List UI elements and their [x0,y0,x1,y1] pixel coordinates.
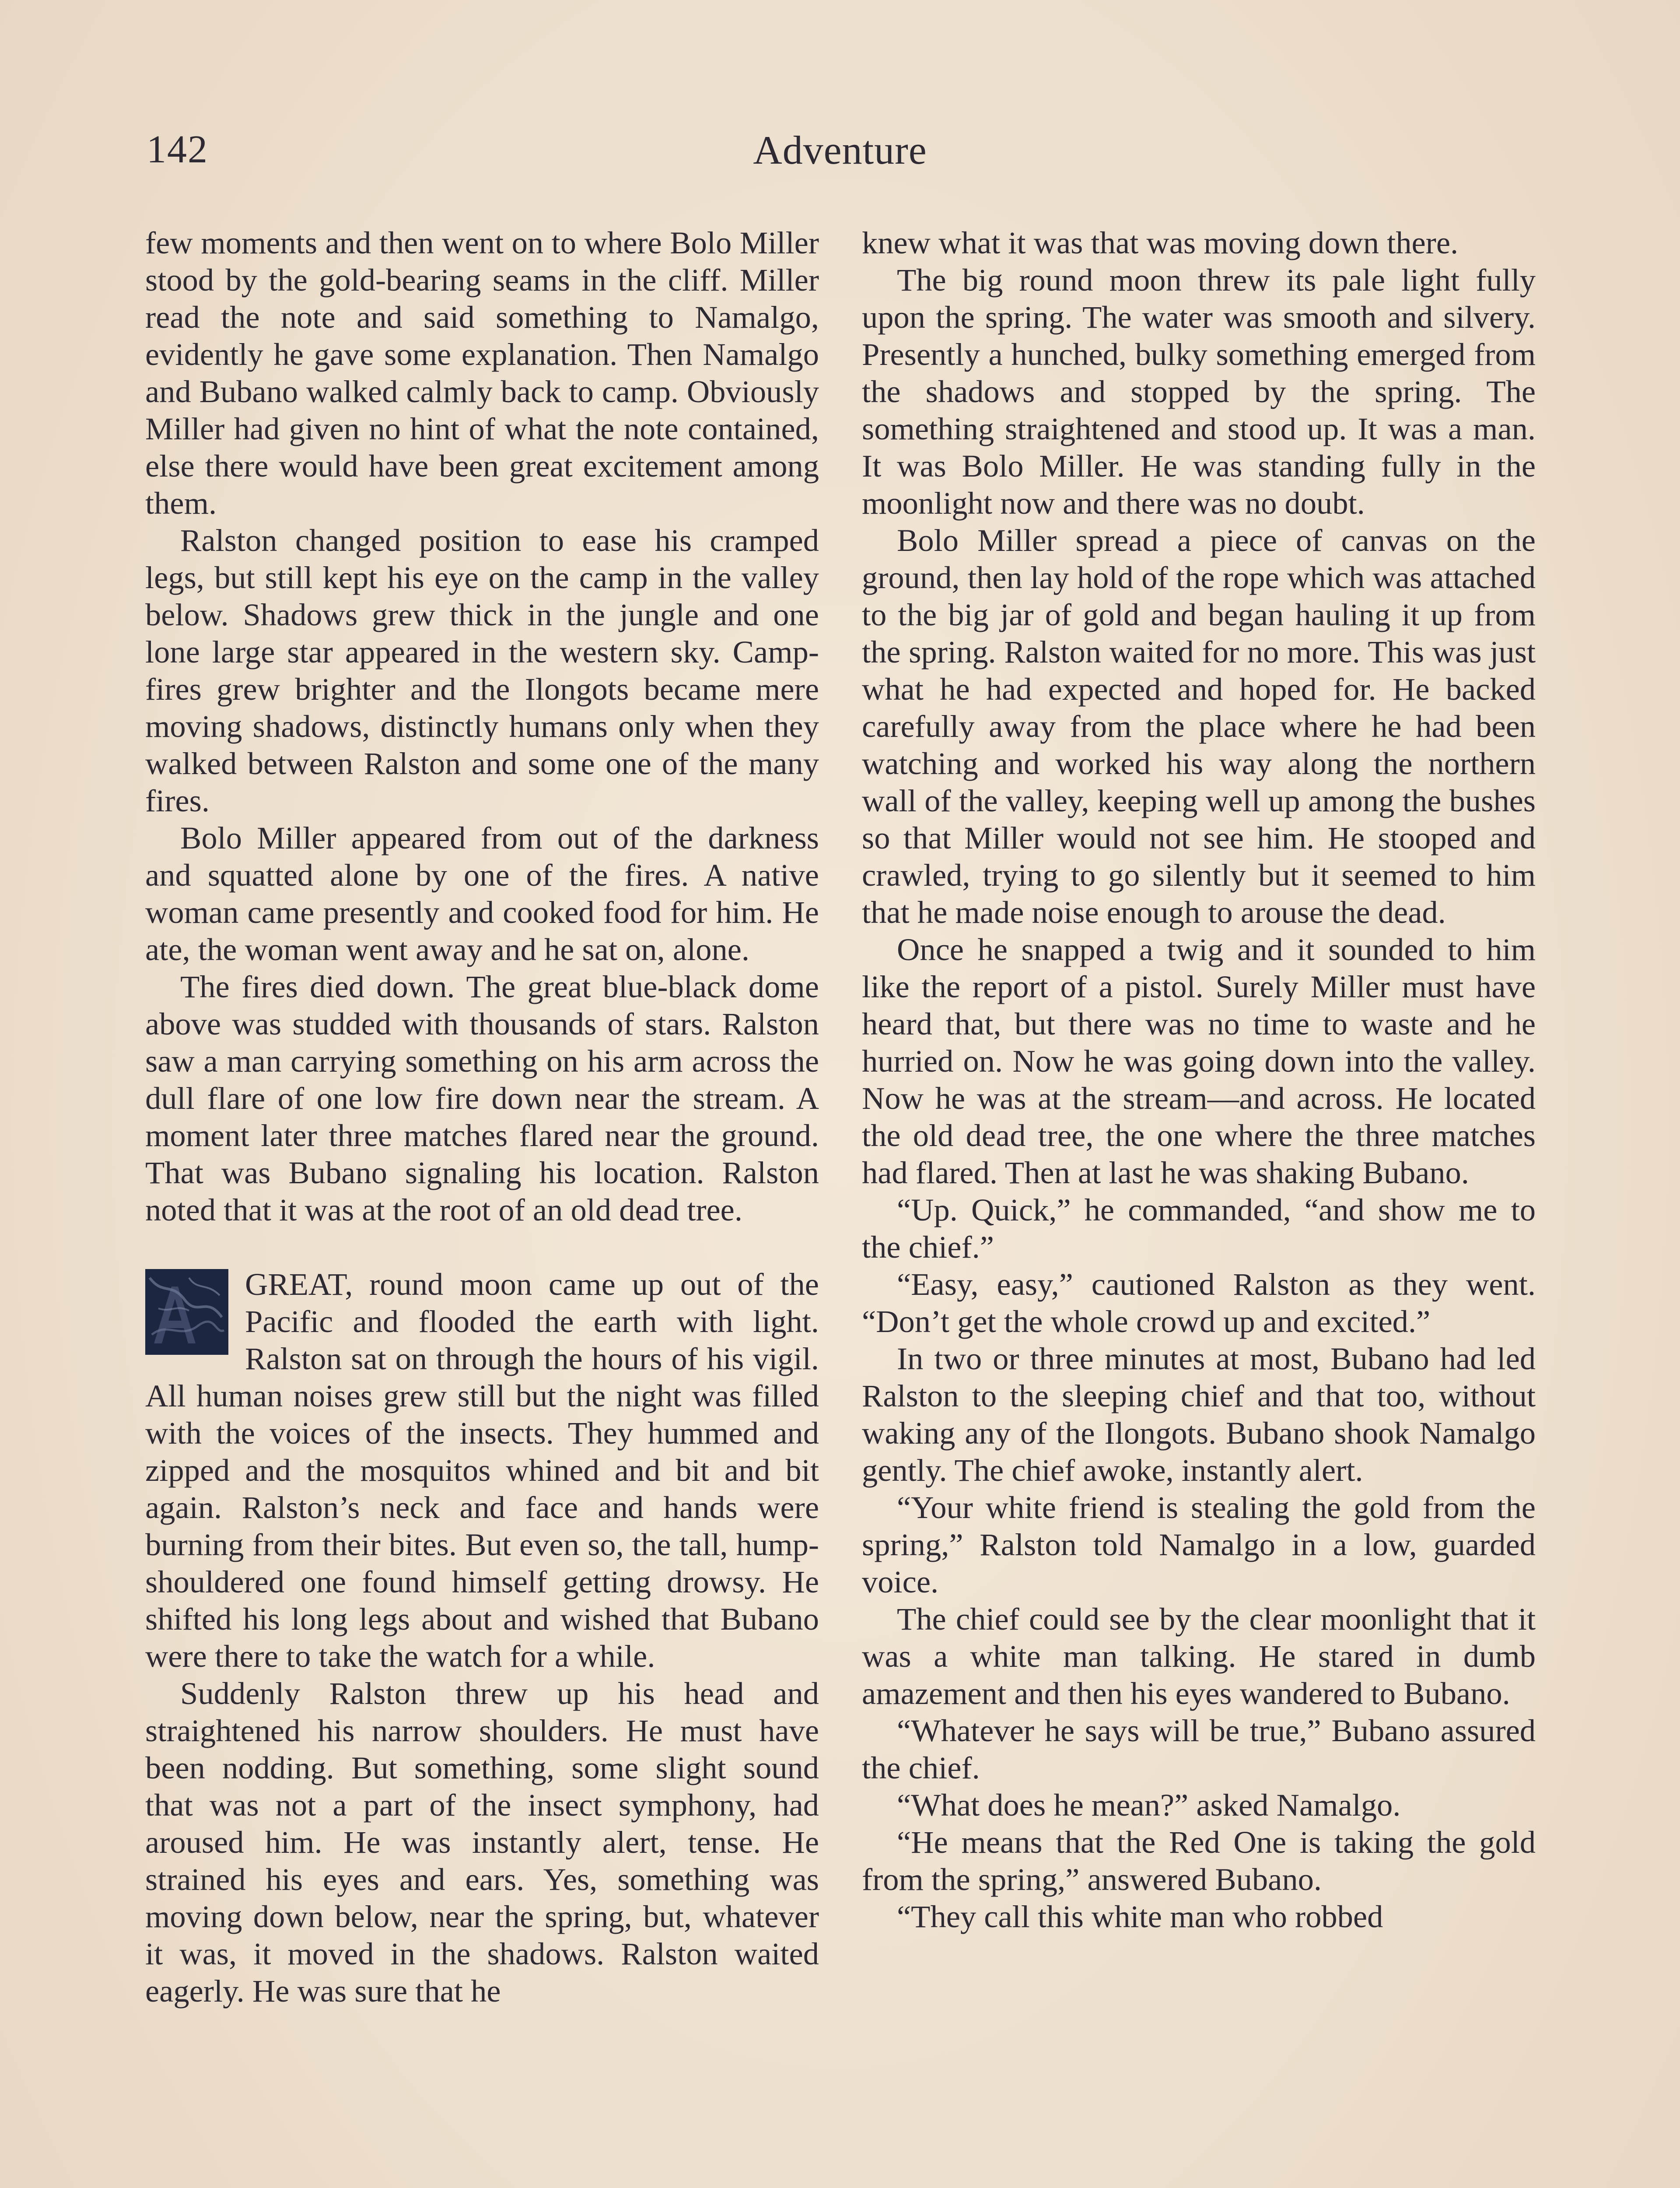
section-opening-paragraph [145,1266,819,1675]
paragraph: The chief could see by the clear moonlight that it was a white man talking. He stared in dumb amazement and then his eyes wandered to Bubano. [862,1601,1536,1711]
paragraph: Ralston changed position to ease his cramped legs, but still kept his eye on the camp in the valley below. Shadows grew thick in the jungle and one lone large star appeared in the western sky. Camp-fires grew brighter and the Ilongots became mere moving shadows, distinctly humans only when they walked between Ralston and some one of the many fires. [145,522,819,818]
paragraph: Once he snapped a twig and it sounded to him like the report of a pistol. Surely Miller must have heard that, but there was no time to waste and he hurried on. Now he was going down into the valley. Now he was at the stream—and across. He located the old dead tree, the one where the three matches had flared. Then at last he was shaking Bubano. [862,932,1536,1190]
paragraph: “Whatever he says will be true,” Bubano assured the chief. [862,1713,1536,1785]
section-break [145,1228,819,1266]
paragraph: few moments and then went on to where Bolo Miller stood by the gold-bearing seams in the cliff. Miller read the note and said something to Namalgo, evidently he gave some explanation. Then Namalgo and Bubano walked calmly back to camp. Obviously Miller had given no hint of what the note contained, else there would have been great excitement among them. [145,225,819,521]
paragraph: Suddenly Ralston threw up his head and straightened his narrow shoulders. He must have been nodding. But something, some slight sound that was not a part of the insect symphony, had aroused him. He was instantly alert, tense. He strained his eyes and ears. Yes, something was moving down below, near the spring, but, whatever it was, it moved in the shadows. Ralston waited eagerly. He was sure that he [145,1676,819,2009]
paragraph: The fires died down. The great blue-black dome above was studded with thousands of stars. Ralston saw a man carrying something on his arm across the dull flare of one low fire down near the stream. A moment later three matches flared near the ground. That was Bubano signaling his location. Ralston noted that it was at the root of an old dead tree. [145,969,819,1227]
page-header [147,127,1533,188]
paragraph: Bolo Miller spread a piece of canvas on the ground, then lay hold of the rope which was attached to the big jar of gold and began hauling it up from the spring. Ralston waited for no more. This was just what he had expected and hoped for. He backed carefully away from the place where he had been watching and worked his way along the northern wall of the valley, keeping well up among the bushes so that Miller would not see him. He stooped and crawled, trying to go silently but it seemed to him that he made noise enough to arouse the dead. [862,522,1536,930]
paragraph: “Your white friend is stealing the gold from the spring,” Ralston told Namalgo in a low, guarded voice. [862,1490,1536,1599]
paragraph: “What does he mean?” asked Namalgo. [897,1787,1401,1823]
page-number: 142 [147,128,208,171]
paragraph: “He means that the Red One is taking the gold from the spring,” answered Bubano. [862,1824,1536,1897]
right-column [862,224,1536,1935]
paragraph: In two or three minutes at most, Bubano had led Ralston to the sleeping chief and that too, without waking any of the Ilongots. Bubano shook Namalgo gently. The chief awoke, instantly alert. [862,1341,1536,1488]
running-title: Adventure [753,128,927,172]
paragraph: “Easy, easy,” cautioned Ralston as they went. “Don’t get the whole crowd up and excited.” [862,1266,1536,1339]
section-opening-text: GREAT, round moon came up out of the Pacific and flooded the earth with light. Ralston sat on through the hours of his vigil. All human noises grew still but the night was filled with the voices of the insects. They hummed and zipped and the mosquitos whined and bit and bit again. Ralston’s neck and face and hands were burning from their bites. But even so, the tall, hump-shouldered one found himself getting drowsy. He shifted his long legs about and wished that Bubano were there to take the watch for a while. [145,1266,819,1674]
paragraph: “Up. Quick,” he commanded, “and show me to the chief.” [862,1192,1536,1265]
drop-cap-ornament [145,1269,228,1355]
paragraph: knew what it was that was moving down there. [862,225,1459,260]
paragraph: Bolo Miller appeared from out of the darkness and squatted alone by one of the fires. A native woman came presently and cooked food for him. He ate, the woman went away and he sat on, alone. [145,820,819,967]
paragraph: The big round moon threw its pale light fully upon the spring. The water was smooth and silvery. Presently a hunched, bulky something emerged from the shadows and stopped by the spring. The something straightened and stood up. It was a man. It was Bolo Miller. He was standing fully in the moonlight now and there was no doubt. [862,262,1536,521]
paragraph: “They call this white man who robbed [897,1899,1383,1934]
left-column [145,224,819,2009]
